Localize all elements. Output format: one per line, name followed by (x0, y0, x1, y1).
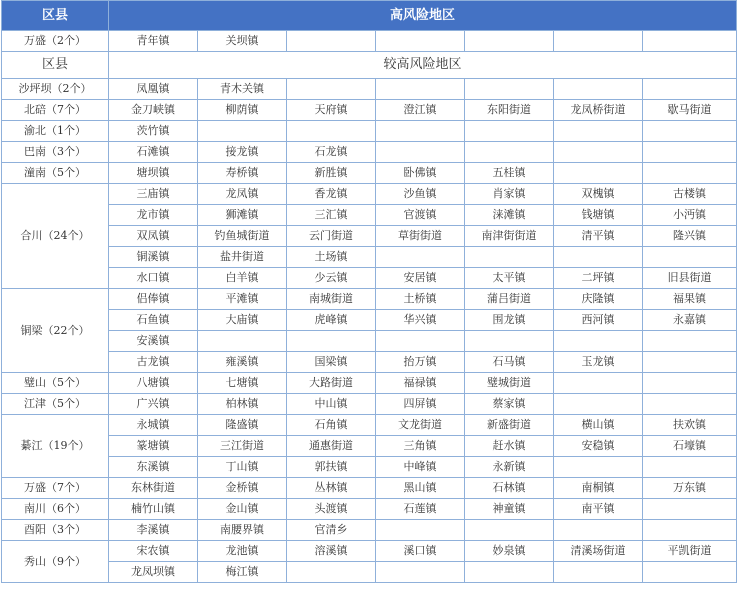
district-cell: 巴南（3个） (2, 142, 109, 163)
table-row (2, 289, 737, 310)
town-cell: 龙凤坝镇 (109, 562, 198, 583)
town-cell (376, 562, 465, 583)
town-cell (465, 121, 554, 142)
town-cell: 小沔镇 (643, 205, 737, 226)
table-row (2, 79, 737, 100)
town-cell: 石角镇 (287, 415, 376, 436)
town-cell: 土场镇 (287, 247, 376, 268)
town-cell: 宋农镇 (109, 541, 198, 562)
district-cell: 渝北（1个） (2, 121, 109, 142)
town-cell: 玉龙镇 (554, 352, 643, 373)
town-cell (643, 31, 737, 52)
table-row (2, 478, 737, 499)
table-row (2, 310, 737, 331)
risk-area-table (1, 0, 737, 583)
town-cell: 通惠街道 (287, 436, 376, 457)
town-cell: 新盛街道 (465, 415, 554, 436)
town-cell (643, 163, 737, 184)
town-cell: 南平镇 (554, 499, 643, 520)
town-cell (643, 499, 737, 520)
town-cell: 二坪镇 (554, 268, 643, 289)
town-cell: 横山镇 (554, 415, 643, 436)
town-cell: 李溪镇 (109, 520, 198, 541)
town-cell (287, 562, 376, 583)
header-high-risk-area: 高风险地区 (109, 1, 737, 31)
town-cell: 国梁镇 (287, 352, 376, 373)
table-row (2, 541, 737, 562)
subheader-row (2, 52, 737, 79)
town-cell (465, 142, 554, 163)
town-cell: 柏林镇 (198, 394, 287, 415)
town-cell: 福禄镇 (376, 373, 465, 394)
table-row (2, 331, 737, 352)
table-row (2, 247, 737, 268)
town-cell: 清溪场街道 (554, 541, 643, 562)
town-cell: 龙池镇 (198, 541, 287, 562)
town-cell: 寿桥镇 (198, 163, 287, 184)
town-cell: 金刀峡镇 (109, 100, 198, 121)
district-cell: 酉阳（3个） (2, 520, 109, 541)
town-cell (465, 331, 554, 352)
town-cell: 中峰镇 (376, 457, 465, 478)
town-cell: 妙泉镇 (465, 541, 554, 562)
town-cell: 万东镇 (643, 478, 737, 499)
town-cell: 赶水镇 (465, 436, 554, 457)
table-row (2, 499, 737, 520)
town-cell (376, 79, 465, 100)
town-cell: 龙凤镇 (198, 184, 287, 205)
town-cell: 南桐镇 (554, 478, 643, 499)
town-cell (643, 457, 737, 478)
town-cell: 石鱼镇 (109, 310, 198, 331)
town-cell (643, 520, 737, 541)
town-cell: 官渡镇 (376, 205, 465, 226)
town-cell (376, 331, 465, 352)
town-cell: 围龙镇 (465, 310, 554, 331)
town-cell: 蒲吕街道 (465, 289, 554, 310)
town-cell: 双凤镇 (109, 226, 198, 247)
table-row (2, 100, 737, 121)
town-cell: 茨竹镇 (109, 121, 198, 142)
town-cell: 扶欢镇 (643, 415, 737, 436)
town-cell: 安稳镇 (554, 436, 643, 457)
town-cell: 东阳街道 (465, 100, 554, 121)
town-cell: 钱塘镇 (554, 205, 643, 226)
town-cell: 溪口镇 (376, 541, 465, 562)
town-cell (465, 562, 554, 583)
table-row (2, 415, 737, 436)
town-cell: 香龙镇 (287, 184, 376, 205)
town-cell: 丁山镇 (198, 457, 287, 478)
header-row (2, 1, 737, 31)
town-cell: 三庙镇 (109, 184, 198, 205)
town-cell (465, 520, 554, 541)
town-cell (554, 457, 643, 478)
town-cell: 古龙镇 (109, 352, 198, 373)
town-cell: 南城街道 (287, 289, 376, 310)
district-cell: 江津（5个） (2, 394, 109, 415)
town-cell (554, 163, 643, 184)
town-cell: 篆塘镇 (109, 436, 198, 457)
town-cell (376, 247, 465, 268)
town-cell (376, 121, 465, 142)
town-cell: 平滩镇 (198, 289, 287, 310)
town-cell: 接龙镇 (198, 142, 287, 163)
town-cell: 福果镇 (643, 289, 737, 310)
table-row (2, 520, 737, 541)
town-cell: 楠竹山镇 (109, 499, 198, 520)
town-cell: 太平镇 (465, 268, 554, 289)
town-cell (554, 79, 643, 100)
town-cell: 少云镇 (287, 268, 376, 289)
town-cell (554, 562, 643, 583)
town-cell (287, 31, 376, 52)
table-row (2, 163, 737, 184)
town-cell: 白羊镇 (198, 268, 287, 289)
town-cell: 水口镇 (109, 268, 198, 289)
town-cell: 三角镇 (376, 436, 465, 457)
town-cell: 青木关镇 (198, 79, 287, 100)
table-row (2, 457, 737, 478)
town-cell (465, 247, 554, 268)
town-cell: 钓鱼城街道 (198, 226, 287, 247)
town-cell (198, 331, 287, 352)
town-cell: 西河镇 (554, 310, 643, 331)
town-cell: 隆盛镇 (198, 415, 287, 436)
town-cell (643, 79, 737, 100)
town-cell (554, 247, 643, 268)
town-cell (287, 121, 376, 142)
town-cell: 梅江镇 (198, 562, 287, 583)
town-cell: 凤凰镇 (109, 79, 198, 100)
town-cell: 三汇镇 (287, 205, 376, 226)
town-cell: 平凯街道 (643, 541, 737, 562)
town-cell: 天府镇 (287, 100, 376, 121)
table-row (2, 562, 737, 583)
town-cell: 肖家镇 (465, 184, 554, 205)
town-cell: 八塘镇 (109, 373, 198, 394)
town-cell: 中山镇 (287, 394, 376, 415)
table-row (2, 226, 737, 247)
town-cell: 铜溪镇 (109, 247, 198, 268)
table-row (2, 268, 737, 289)
town-cell (287, 79, 376, 100)
town-cell (554, 394, 643, 415)
town-cell (643, 331, 737, 352)
district-cell: 万盛（2个） (2, 31, 109, 52)
town-cell: 土桥镇 (376, 289, 465, 310)
town-cell (554, 142, 643, 163)
town-cell: 雍溪镇 (198, 352, 287, 373)
town-cell: 沙鱼镇 (376, 184, 465, 205)
town-cell: 安居镇 (376, 268, 465, 289)
town-cell: 石林镇 (465, 478, 554, 499)
district-cell: 潼南（5个） (2, 163, 109, 184)
town-cell: 侣俸镇 (109, 289, 198, 310)
town-cell: 五桂镇 (465, 163, 554, 184)
town-cell (465, 31, 554, 52)
town-cell: 石壕镇 (643, 436, 737, 457)
table-row (2, 352, 737, 373)
town-cell: 东林街道 (109, 478, 198, 499)
town-cell: 南津街街道 (465, 226, 554, 247)
town-cell: 广兴镇 (109, 394, 198, 415)
town-cell: 永新镇 (465, 457, 554, 478)
town-cell: 狮滩镇 (198, 205, 287, 226)
town-cell: 庆隆镇 (554, 289, 643, 310)
district-cell: 万盛（7个） (2, 478, 109, 499)
town-cell: 安溪镇 (109, 331, 198, 352)
town-cell (554, 31, 643, 52)
town-cell (376, 31, 465, 52)
town-cell: 官清乡 (287, 520, 376, 541)
town-cell (643, 142, 737, 163)
town-cell: 旧县街道 (643, 268, 737, 289)
town-cell: 关坝镇 (198, 31, 287, 52)
town-cell: 青年镇 (109, 31, 198, 52)
town-cell: 盐井街道 (198, 247, 287, 268)
town-cell (554, 373, 643, 394)
district-cell: 南川（6个） (2, 499, 109, 520)
town-cell: 歇马街道 (643, 100, 737, 121)
town-cell: 石马镇 (465, 352, 554, 373)
town-cell: 隆兴镇 (643, 226, 737, 247)
town-cell: 柳荫镇 (198, 100, 287, 121)
district-cell: 合川（24个） (2, 184, 109, 289)
town-cell: 龙市镇 (109, 205, 198, 226)
table-row (2, 184, 737, 205)
town-cell: 龙凤桥街道 (554, 100, 643, 121)
town-cell: 文龙街道 (376, 415, 465, 436)
town-cell: 神童镇 (465, 499, 554, 520)
town-cell: 蔡家镇 (465, 394, 554, 415)
town-cell: 金山镇 (198, 499, 287, 520)
town-cell: 金桥镇 (198, 478, 287, 499)
town-cell: 塘坝镇 (109, 163, 198, 184)
town-cell: 大庙镇 (198, 310, 287, 331)
town-cell: 头渡镇 (287, 499, 376, 520)
town-cell: 虎峰镇 (287, 310, 376, 331)
town-cell: 抬万镇 (376, 352, 465, 373)
town-cell (643, 373, 737, 394)
town-cell: 南腰界镇 (198, 520, 287, 541)
town-cell: 新胜镇 (287, 163, 376, 184)
town-cell: 四屏镇 (376, 394, 465, 415)
town-cell: 永城镇 (109, 415, 198, 436)
town-cell: 草街街道 (376, 226, 465, 247)
table-row (2, 142, 737, 163)
subheader-higher-risk-area: 较高风险地区 (109, 52, 737, 79)
town-cell (643, 394, 737, 415)
town-cell (554, 331, 643, 352)
town-cell: 清平镇 (554, 226, 643, 247)
town-cell: 华兴镇 (376, 310, 465, 331)
high-risk-row (2, 31, 737, 52)
table-row (2, 373, 737, 394)
town-cell (643, 352, 737, 373)
town-cell (376, 142, 465, 163)
town-cell: 七塘镇 (198, 373, 287, 394)
town-cell (198, 121, 287, 142)
town-cell: 丛林镇 (287, 478, 376, 499)
district-cell: 沙坪坝（2个） (2, 79, 109, 100)
town-cell (643, 121, 737, 142)
town-cell (554, 520, 643, 541)
town-cell: 三江街道 (198, 436, 287, 457)
town-cell: 东溪镇 (109, 457, 198, 478)
header-district: 区县 (2, 1, 109, 31)
town-cell: 涞滩镇 (465, 205, 554, 226)
town-cell (287, 331, 376, 352)
town-cell (465, 79, 554, 100)
table-row (2, 205, 737, 226)
town-cell: 石滩镇 (109, 142, 198, 163)
town-cell: 郭扶镇 (287, 457, 376, 478)
town-cell (643, 562, 737, 583)
town-cell: 石莲镇 (376, 499, 465, 520)
district-cell: 北碚（7个） (2, 100, 109, 121)
subheader-district: 区县 (2, 52, 109, 79)
town-cell: 璧城街道 (465, 373, 554, 394)
district-cell: 璧山（5个） (2, 373, 109, 394)
town-cell: 溶溪镇 (287, 541, 376, 562)
town-cell: 云门街道 (287, 226, 376, 247)
town-cell: 永嘉镇 (643, 310, 737, 331)
town-cell (554, 121, 643, 142)
town-cell: 大路街道 (287, 373, 376, 394)
town-cell: 双槐镇 (554, 184, 643, 205)
town-cell: 石龙镇 (287, 142, 376, 163)
district-cell: 秀山（9个） (2, 541, 109, 583)
district-cell: 铜梁（22个） (2, 289, 109, 373)
district-cell: 綦江（19个） (2, 415, 109, 478)
town-cell: 澄江镇 (376, 100, 465, 121)
town-cell (643, 247, 737, 268)
table-row (2, 121, 737, 142)
town-cell (376, 520, 465, 541)
table-row (2, 436, 737, 457)
town-cell: 黑山镇 (376, 478, 465, 499)
town-cell: 古楼镇 (643, 184, 737, 205)
town-cell: 卧佛镇 (376, 163, 465, 184)
table-row (2, 394, 737, 415)
